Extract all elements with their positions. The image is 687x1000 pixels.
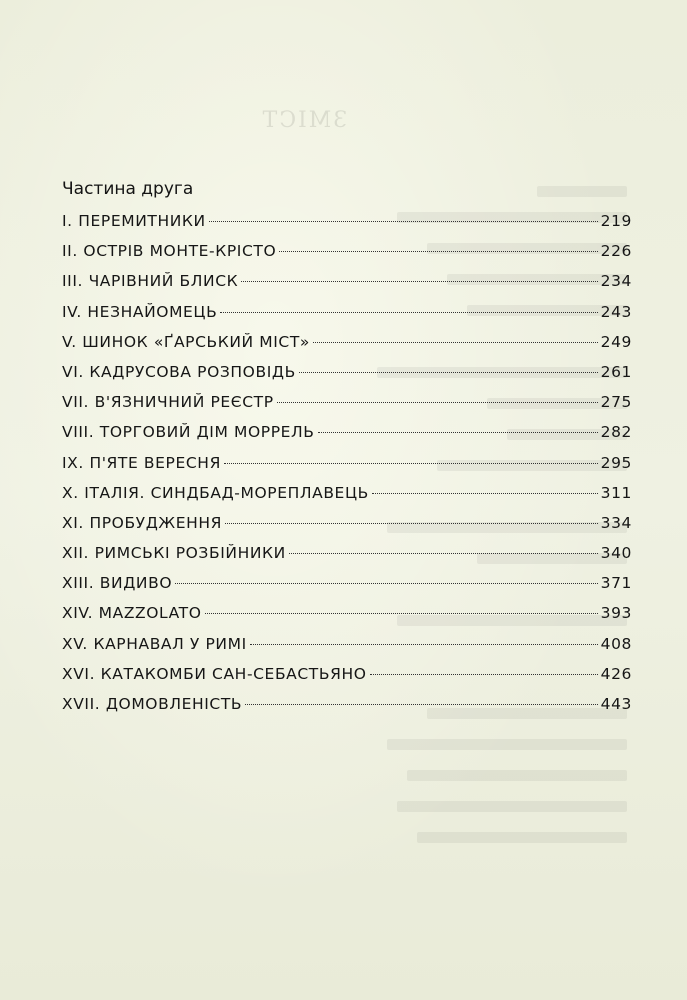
- chapter-title: II. ОСТРІВ МОНТЕ-КРІСТО: [62, 242, 277, 261]
- chapter-title: I. ПЕРЕМИТНИКИ: [62, 212, 206, 230]
- page-number: 443: [600, 695, 632, 713]
- toc-entry: [62, 478, 632, 508]
- toc-entry: [62, 236, 632, 266]
- dot-leader: [220, 312, 597, 313]
- dot-leader: [370, 674, 598, 675]
- toc-entry: [62, 629, 632, 659]
- dot-leader: [225, 523, 598, 524]
- page-number: 426: [600, 664, 632, 683]
- page-number: 234: [600, 272, 632, 291]
- dot-leader: [289, 553, 598, 554]
- chapter-title: XV. КАРНАВАЛ У РИМІ: [62, 634, 247, 653]
- bleed-heading-decoration: ЗМІСТ: [260, 108, 347, 133]
- chapter-title: V. ШИНОК «ҐАРСЬКИЙ МІСТ»: [62, 332, 310, 351]
- chapter-title: XII. РИМСЬКІ РОЗБІЙНИКИ: [62, 544, 286, 563]
- chapter-title: IX. П'ЯТЕ ВЕРЕСНЯ: [62, 453, 221, 472]
- dot-leader: [250, 644, 598, 645]
- toc-entry: [62, 689, 632, 719]
- toc-entry: [62, 448, 632, 478]
- page-number: 282: [600, 423, 632, 442]
- dot-leader: [209, 221, 598, 222]
- page-number: 275: [600, 393, 632, 412]
- page-number: 249: [600, 332, 632, 351]
- page-number: 371: [600, 574, 632, 593]
- page-number: 408: [600, 634, 632, 653]
- chapter-title: XI. ПРОБУДЖЕННЯ: [62, 513, 223, 532]
- toc-entry: [62, 508, 632, 538]
- toc-entry: [62, 538, 632, 568]
- chapter-title: XVII. ДОМОВЛЕНІСТЬ: [62, 695, 243, 713]
- dot-leader: [205, 613, 598, 614]
- dot-leader: [299, 372, 598, 373]
- page-number: 226: [600, 242, 632, 261]
- page-number: 243: [600, 302, 632, 321]
- page-number: 295: [600, 453, 632, 472]
- toc-entry: [62, 206, 632, 236]
- chapter-title: XIV. MAZZOLATO: [62, 604, 202, 623]
- dot-leader: [277, 402, 598, 403]
- toc-entry: [62, 598, 632, 628]
- dot-leader: [241, 281, 597, 282]
- page-number: 311: [600, 483, 632, 502]
- chapter-title: III. ЧАРІВНИЙ БЛИСК: [62, 272, 239, 291]
- chapter-title: VII. В'ЯЗНИЧНИЙ РЕЄСТР: [62, 393, 274, 412]
- toc-entry: [62, 417, 632, 447]
- page-number: 219: [600, 212, 632, 230]
- dot-leader: [318, 432, 598, 433]
- page-number: 393: [600, 604, 632, 623]
- dot-leader: [175, 583, 597, 584]
- dot-leader: [372, 493, 598, 494]
- chapter-title: XVI. КАТАКОМБИ САН-СЕБАСТЬЯНО: [62, 664, 367, 683]
- dot-leader: [313, 342, 598, 343]
- toc-entry: [62, 357, 632, 387]
- toc-entry: [62, 266, 632, 296]
- toc-entry: [62, 387, 632, 417]
- chapter-title: IV. НЕЗНАЙОМЕЦЬ: [62, 302, 218, 321]
- chapter-title: XIII. ВИДИВО: [62, 574, 173, 593]
- toc-entry: [62, 568, 632, 598]
- toc-entry: [62, 327, 632, 357]
- dot-leader: [224, 463, 598, 464]
- toc-entry: [62, 297, 632, 327]
- page-number: 261: [600, 362, 632, 381]
- page-number: 340: [600, 544, 632, 563]
- part-title: Частина друга: [62, 179, 194, 199]
- page-number: 334: [600, 513, 632, 532]
- toc-entry: [62, 659, 632, 689]
- chapter-title: X. ІТАЛІЯ. СИНДБАД-МОРЕПЛАВЕЦЬ: [62, 483, 369, 502]
- dot-leader: [279, 251, 597, 252]
- chapter-title: VIII. ТОРГОВИЙ ДІМ МОРРЕЛЬ: [62, 423, 315, 442]
- dot-leader: [245, 704, 597, 705]
- table-of-contents: [62, 176, 632, 719]
- chapter-title: VI. КАДРУСОВА РОЗПОВІДЬ: [62, 362, 296, 381]
